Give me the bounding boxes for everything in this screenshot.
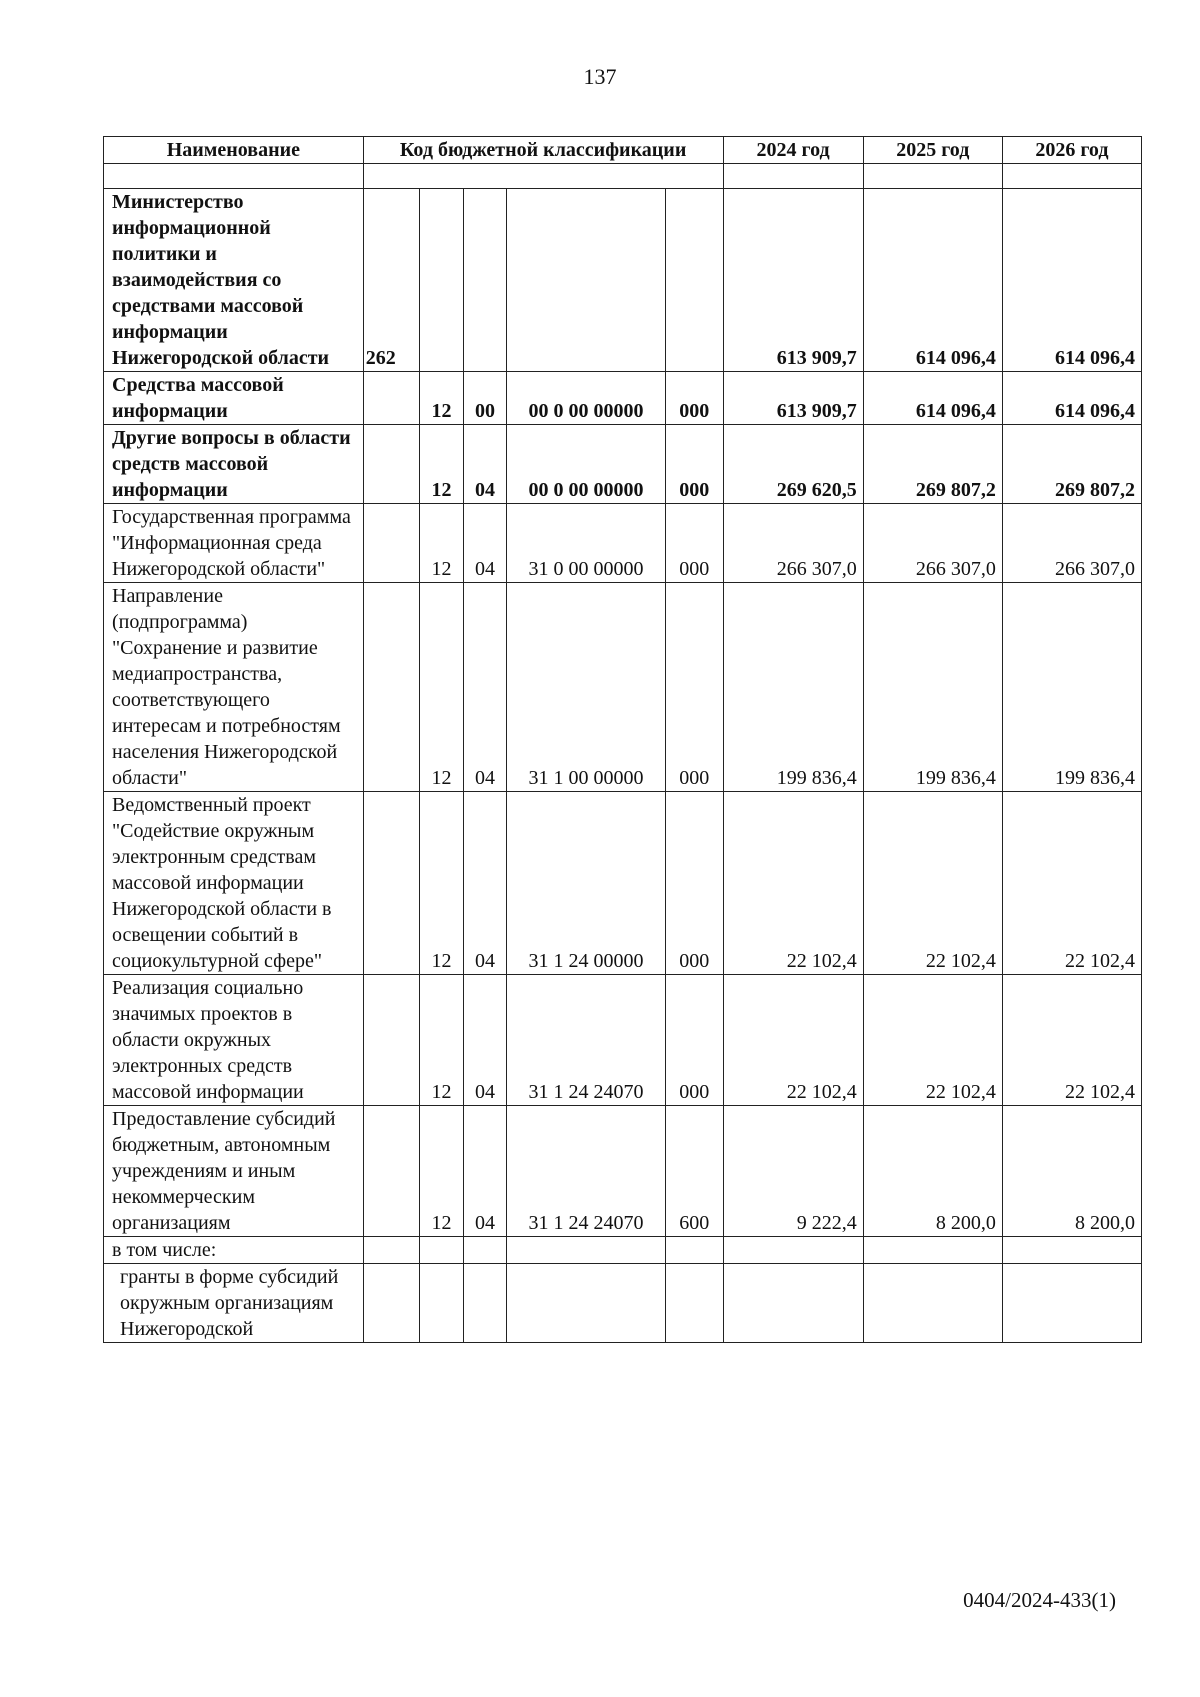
row-name: Средства массовой информации	[104, 372, 364, 425]
row-value-2024	[723, 1264, 863, 1343]
row-code-type	[665, 1264, 723, 1343]
row-value-2024: 613 909,7	[723, 372, 863, 425]
row-value-2024: 613 909,7	[723, 189, 863, 372]
row-value-2024: 22 102,4	[723, 975, 863, 1106]
table-row	[104, 1237, 1142, 1264]
table-row	[104, 1264, 1142, 1343]
row-code-ministry	[363, 1106, 420, 1237]
row-code-target: 00 0 00 00000	[507, 372, 666, 425]
row-value-2026	[1002, 1264, 1141, 1343]
row-code-ministry	[363, 792, 420, 975]
row-code-subsection: 04	[463, 504, 506, 583]
row-code-type: 000	[665, 792, 723, 975]
row-code-subsection	[463, 189, 506, 372]
row-value-2025	[863, 1264, 1002, 1343]
row-code-subsection	[463, 1264, 506, 1343]
row-code-section: 12	[420, 372, 463, 425]
row-value-2026	[1002, 1237, 1141, 1264]
document-id: 0404/2024-433(1)	[963, 1588, 1116, 1612]
row-code-target: 31 0 00 00000	[507, 504, 666, 583]
row-code-section	[420, 1264, 463, 1343]
row-name: Направление (подпрограмма) "Сохранение и развитие медиапространства, соответствующего интересам и потребностям населения Нижегородской области"	[104, 583, 364, 792]
table-row	[104, 975, 1142, 1106]
row-code-target: 31 1 24 24070	[507, 1106, 666, 1237]
row-code-target	[507, 189, 666, 372]
row-code-section: 12	[420, 504, 463, 583]
row-code-section: 12	[420, 975, 463, 1106]
row-name: Министерство информационной политики и взаимодействия со средствами массовой информации Нижегородской области	[104, 189, 364, 372]
row-name: Реализация социально значимых проектов в области окружных электронных средств массовой информации	[104, 975, 364, 1106]
row-name: Другие вопросы в области средств массовой информации	[104, 425, 364, 504]
row-code-target: 00 0 00 00000	[507, 425, 666, 504]
row-value-2025	[863, 1237, 1002, 1264]
row-code-subsection: 04	[463, 425, 506, 504]
row-code-type: 000	[665, 372, 723, 425]
row-value-2024	[723, 1237, 863, 1264]
row-value-2024: 199 836,4	[723, 583, 863, 792]
row-value-2026: 22 102,4	[1002, 792, 1141, 975]
row-value-2026: 269 807,2	[1002, 425, 1141, 504]
row-name: Государственная программа "Информационная среда Нижегородской области"	[104, 504, 364, 583]
header-code: Код бюджетной классификации	[363, 137, 723, 164]
table-row	[104, 1106, 1142, 1237]
row-code-type: 000	[665, 425, 723, 504]
row-name: в том числе:	[104, 1237, 364, 1264]
row-code-ministry: 262	[363, 189, 420, 372]
row-code-subsection	[463, 1237, 506, 1264]
row-value-2025: 266 307,0	[863, 504, 1002, 583]
row-value-2026: 614 096,4	[1002, 372, 1141, 425]
row-value-2026: 266 307,0	[1002, 504, 1141, 583]
row-value-2024: 269 620,5	[723, 425, 863, 504]
row-code-section	[420, 1237, 463, 1264]
row-code-type: 600	[665, 1106, 723, 1237]
row-value-2024: 266 307,0	[723, 504, 863, 583]
row-code-subsection: 04	[463, 1106, 506, 1237]
row-value-2025: 8 200,0	[863, 1106, 1002, 1237]
row-code-subsection: 04	[463, 792, 506, 975]
row-code-ministry	[363, 1264, 420, 1343]
header-name: Наименование	[104, 137, 364, 164]
table-row	[104, 504, 1142, 583]
table-row	[104, 189, 1142, 372]
row-code-type: 000	[665, 975, 723, 1106]
row-code-ministry	[363, 425, 420, 504]
row-value-2026: 8 200,0	[1002, 1106, 1141, 1237]
row-value-2026: 614 096,4	[1002, 189, 1141, 372]
row-value-2025: 269 807,2	[863, 425, 1002, 504]
row-code-subsection: 04	[463, 583, 506, 792]
row-value-2025: 22 102,4	[863, 975, 1002, 1106]
row-code-section: 12	[420, 1106, 463, 1237]
row-value-2025: 614 096,4	[863, 189, 1002, 372]
row-name: Предоставление субсидий бюджетным, автономным учреждениям и иным некоммерческим организациям	[104, 1106, 364, 1237]
row-code-type	[665, 1237, 723, 1264]
row-value-2025: 199 836,4	[863, 583, 1002, 792]
row-code-ministry	[363, 504, 420, 583]
row-code-target: 31 1 00 00000	[507, 583, 666, 792]
row-code-type: 000	[665, 504, 723, 583]
row-value-2026: 199 836,4	[1002, 583, 1141, 792]
row-code-ministry	[363, 372, 420, 425]
table-row	[104, 583, 1142, 792]
row-code-section: 12	[420, 425, 463, 504]
row-value-2024: 9 222,4	[723, 1106, 863, 1237]
header-2024: 2024 год	[723, 137, 863, 164]
row-code-section: 12	[420, 583, 463, 792]
row-code-target: 31 1 24 00000	[507, 792, 666, 975]
header-2026: 2026 год	[1002, 137, 1141, 164]
header-2025: 2025 год	[863, 137, 1002, 164]
row-code-ministry	[363, 583, 420, 792]
header-row	[104, 137, 1142, 164]
row-value-2025: 22 102,4	[863, 792, 1002, 975]
row-code-subsection: 04	[463, 975, 506, 1106]
table-row	[104, 372, 1142, 425]
row-code-section: 12	[420, 792, 463, 975]
row-code-section	[420, 189, 463, 372]
row-value-2026: 22 102,4	[1002, 975, 1141, 1106]
row-name: Ведомственный проект "Содействие окружным электронным средствам массовой информации Нижегородской области в освещении событий в социокультурной сфере"	[104, 792, 364, 975]
row-code-ministry	[363, 1237, 420, 1264]
row-name: гранты в форме субсидий окружным организациям Нижегородской	[104, 1264, 364, 1343]
spacer-row	[104, 164, 1142, 189]
table-row	[104, 792, 1142, 975]
row-code-type	[665, 189, 723, 372]
row-code-type: 000	[665, 583, 723, 792]
row-value-2024: 22 102,4	[723, 792, 863, 975]
row-value-2025: 614 096,4	[863, 372, 1002, 425]
row-code-target: 31 1 24 24070	[507, 975, 666, 1106]
row-code-target	[507, 1264, 666, 1343]
row-code-subsection: 00	[463, 372, 506, 425]
row-code-ministry	[363, 975, 420, 1106]
page-number: 137	[583, 64, 617, 89]
table-row	[104, 425, 1142, 504]
row-code-target	[507, 1237, 666, 1264]
budget-table	[103, 136, 1142, 1343]
